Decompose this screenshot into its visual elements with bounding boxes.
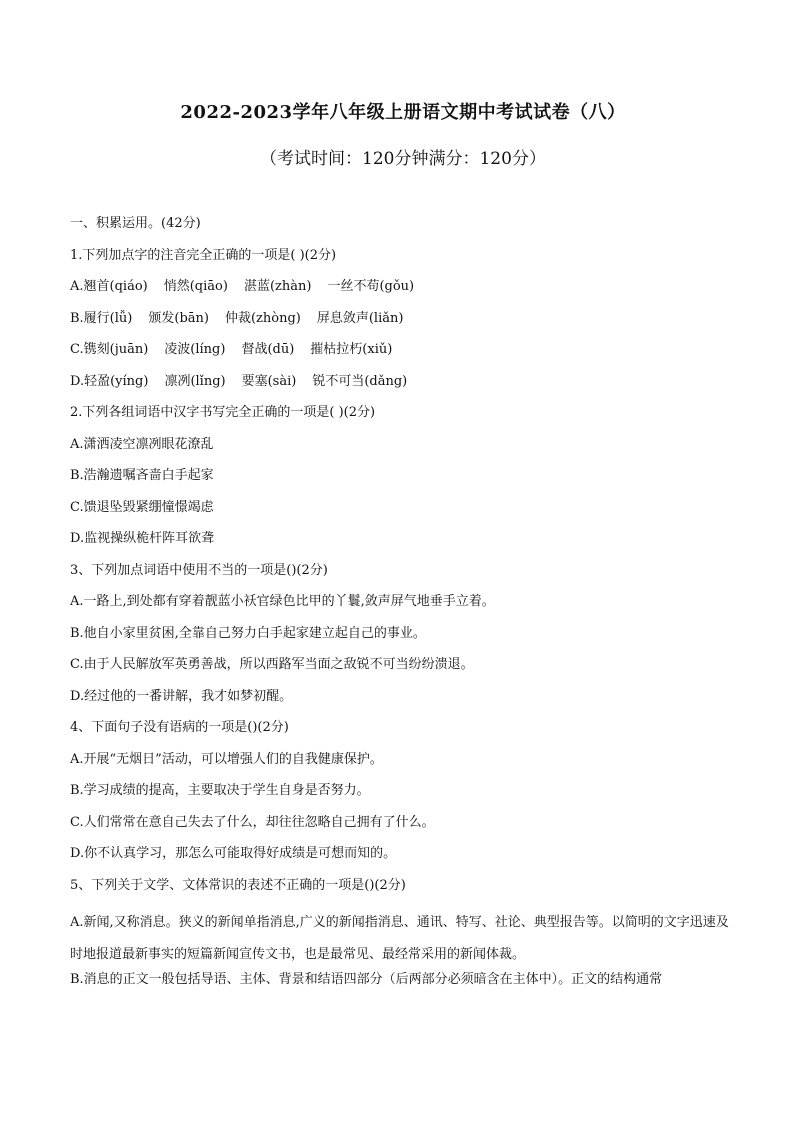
option-item: C.镌刻(juān) [70,342,149,357]
question-3-option-c: C.由于人民解放军英勇善战，所以西路军当面之敌锐不可当纷纷溃退。 [70,657,474,672]
option-item: 仲裁(zhòng) [224,310,301,326]
question-1-option-c [70,340,736,372]
question-1-option-a [70,277,736,309]
page-title: 2022-2023学年八年级上册语文期中考试试卷（八） [180,102,626,123]
question-5-option-b: B.消息的正文一般包括导语、主体、背景和结语四部分（后两部分必须暗含在主体中）。正文的结构通常 [70,972,663,987]
option-item: 屏息敛声(liǎn) [316,310,404,326]
option-item: B.履行(lǚ) [70,310,133,326]
question-1-option-d [70,372,736,404]
exam-info: （考试时间：120分钟满分：120分） [260,149,546,169]
question-3-option-d: D.经过他的一番讲解，我才如梦初醒。 [70,688,293,704]
option-item: D.轻盈(yíng) [70,373,149,389]
section-heading: 一、积累运用。(42分) [70,216,201,231]
question-2-option-b: B.浩瀚遗嘱吝啬白手起家 [70,468,214,483]
question-4-option-a: A.开展“无烟日”活动，可以增强人们的自我健康保护。 [70,751,383,767]
option-item: 锐不可当(dǎng) [312,373,408,389]
question-4-stem: 4、下面句子没有语病的一项是()(2分) [70,720,289,735]
question-1-option-b [70,309,736,341]
question-4-option-d: D.你不认真学习，那怎么可能取得好成绩是可想而知的。 [70,846,397,861]
question-3-option-a: A.一路上,到处都有穿着靓蓝小袄官绿色比甲的丫鬟,敛声屏气地垂手立着。 [70,594,495,609]
exam-content [70,214,736,1002]
question-5-stem: 5、下列关于文学、文体常识的表述不正确的一项是()(2分) [70,877,406,893]
question-5-option-a: A.新闻,又称消息。狭义的新闻单指消息,广义的新闻指消息、通讯、特写、社论、典型报告等。以简明的文字迅速及时地报道最新事实的短篇新闻宣传文书，也是最常见、最经常采用的新闻体裁。 [70,915,729,962]
question-2-option-c: C.馈退坠毁紧绷憧憬竭虑 [70,499,214,515]
option-item: A.翘首(qiáo) [70,279,148,294]
question-4-option-b: B.学习成绩的提高，主要取决于学生自身是否努力。 [70,783,370,798]
option-item: 凌波(líng) [164,342,226,357]
option-item: 湛蓝(zhàn) [243,279,312,294]
option-item: 督战(dū) [241,342,295,357]
option-item: 悄然(qiāo) [163,279,228,294]
question-3-option-b: B.他自小家里贫困,全靠自己努力白手起家建立起自己的事业。 [70,625,426,641]
question-3-stem: 3、下列加点词语中使用不当的一项是()(2分) [70,562,328,578]
option-item: 摧枯拉朽(xiǔ) [310,342,393,357]
option-item: 凛冽(lǐng) [164,373,226,389]
question-4-option-c: C.人们常常在意自己失去了什么，却往往忽略自己拥有了什么。 [70,814,435,830]
option-item: 一丝不苟(gǒu) [327,279,415,294]
question-2-option-d: D.监视操纵桅杆阵耳欲聋 [70,531,215,546]
option-item: 要塞(sài) [241,373,297,389]
question-2-option-a: A.潇洒凌空凛冽眼花潦乱 [70,436,214,452]
question-2-stem: 2.下列各组词语中汉字书写完全正确的一项是( )(2分) [70,405,376,420]
question-1-stem: 1.下列加点字的注音完全正确的一项是( )(2分) [70,247,337,263]
option-item: 颁发(bān) [148,310,209,326]
